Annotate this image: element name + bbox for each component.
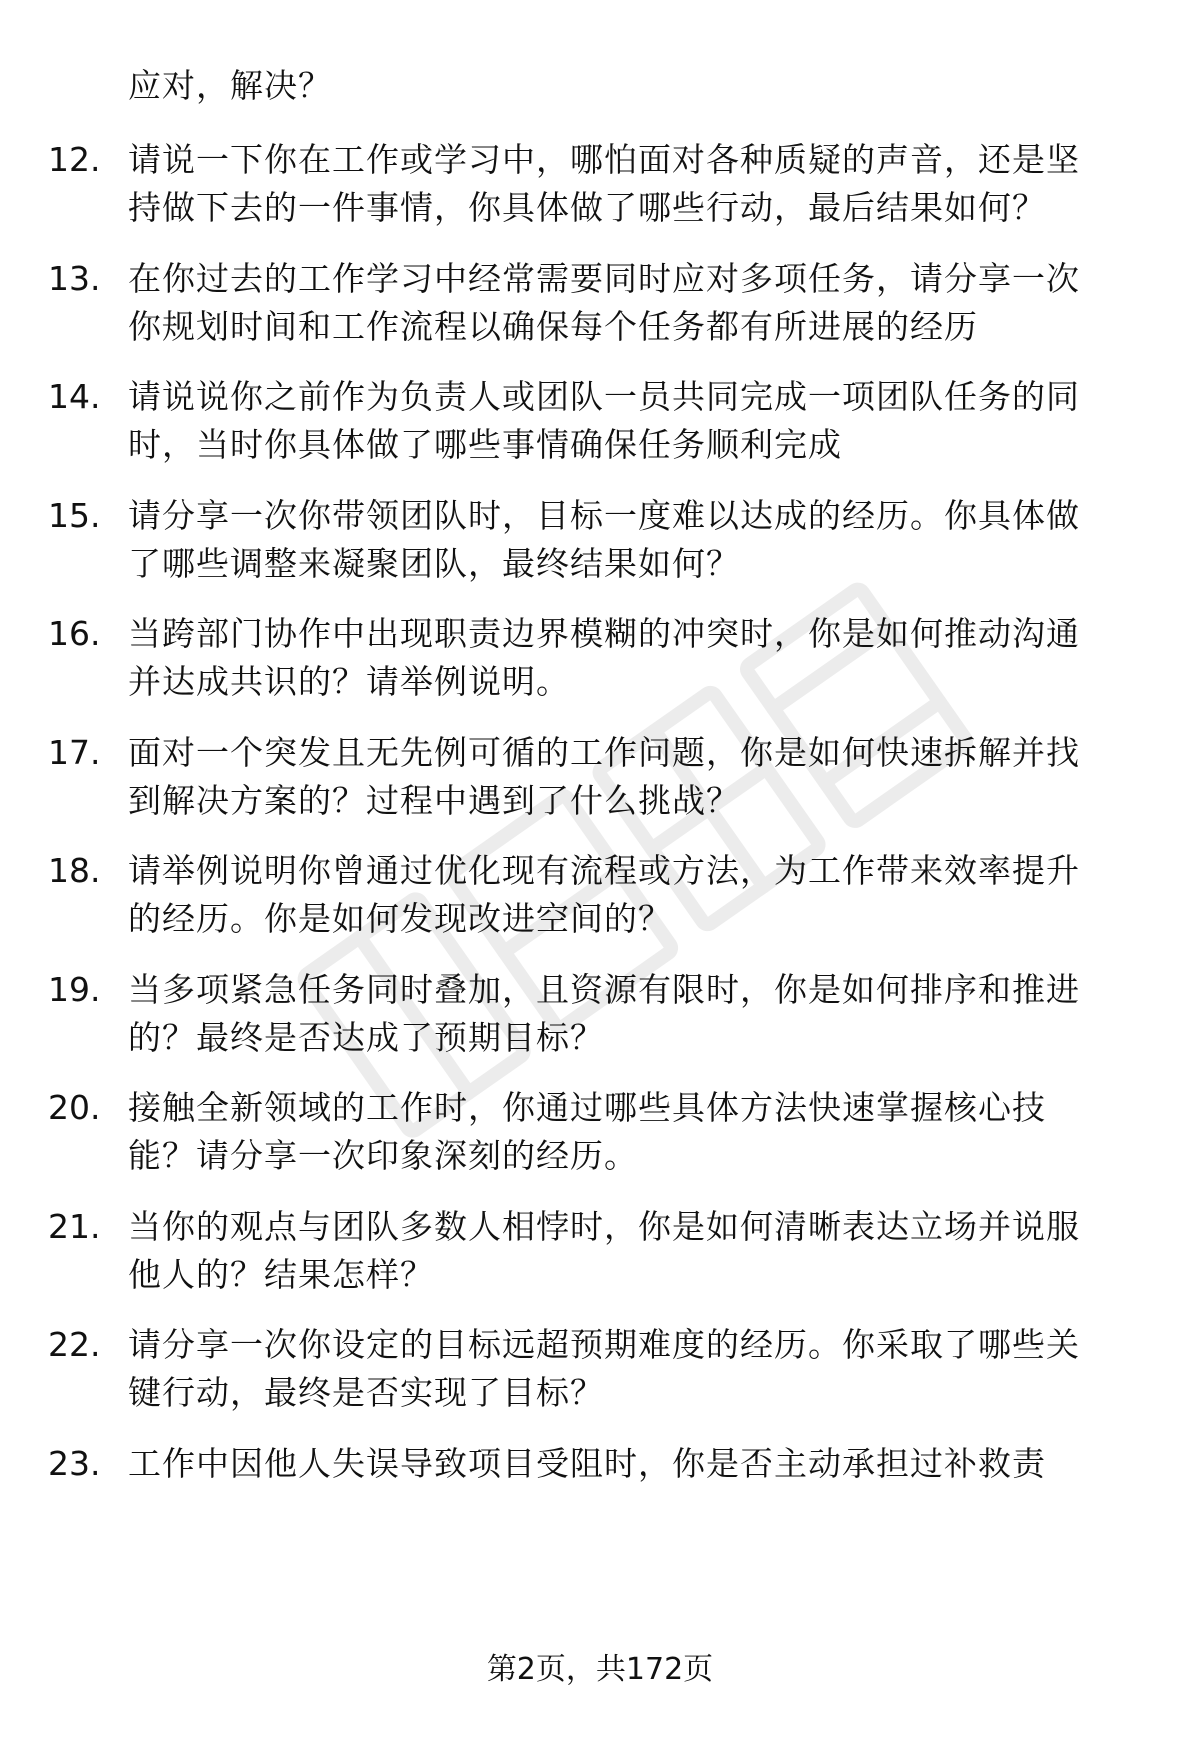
question-text-line: 请举例说明你曾通过优化现有流程或方法，为工作带来效率提升 <box>128 851 1080 890</box>
question-text <box>128 1440 1158 1488</box>
question-text <box>128 610 1158 706</box>
question-number: 23. <box>48 1444 101 1483</box>
question-number: 18. <box>48 851 101 890</box>
question-text-line: 面对一个突发且无先例可循的工作问题，你是如何快速拆解并找 <box>128 733 1080 772</box>
question-text <box>128 729 1158 825</box>
question-number: 13. <box>48 259 101 298</box>
question-text-line: 你规划时间和工作流程以确保每个任务都有所进展的经历 <box>128 307 978 346</box>
question-text-line: 请说一下你在工作或学习中，哪怕面对各种质疑的声音，还是坚 <box>128 140 1080 179</box>
question-number: 14. <box>48 377 101 416</box>
question-number: 17. <box>48 733 101 772</box>
question-number: 22. <box>48 1325 101 1364</box>
question-text <box>128 1321 1158 1417</box>
question-text-line: 请分享一次你带领团队时，目标一度难以达成的经历。你具体做 <box>128 496 1080 535</box>
question-number: 21. <box>48 1207 101 1246</box>
question-text-line: 键行动，最终是否实现了目标？ <box>128 1373 604 1412</box>
question-text-line: 时，当时你具体做了哪些事情确保任务顺利完成 <box>128 425 842 464</box>
question-text-line: 请分享一次你设定的目标远超预期难度的经历。你采取了哪些关 <box>128 1325 1080 1364</box>
question-text <box>128 847 1158 943</box>
question-text-line: 持做下去的一件事情，你具体做了哪些行动，最后结果如何？ <box>128 188 1046 227</box>
question-text-line: 了哪些调整来凝聚团队，最终结果如何？ <box>128 544 740 583</box>
question-number: 15. <box>48 496 101 535</box>
question-text-line: 当你的观点与团队多数人相悖时，你是如何清晰表达立场并说服 <box>128 1207 1080 1246</box>
page-footer: 第2页，共172页 <box>486 1652 714 1687</box>
question-text-line: 请说说你之前作为负责人或团队一员共同完成一项团队任务的同 <box>128 377 1080 416</box>
question-text-line: 工作中因他人失误导致项目受阻时，你是否主动承担过补救责 <box>128 1444 1046 1483</box>
question-text-line: 他人的？结果怎样？ <box>128 1255 434 1294</box>
question-text <box>128 966 1158 1062</box>
question-number: 20. <box>48 1088 101 1127</box>
question-text-line: 当多项紧急任务同时叠加，且资源有限时，你是如何排序和推进 <box>128 970 1080 1009</box>
question-text <box>128 373 1158 469</box>
question-text <box>128 136 1158 232</box>
question-number: 19. <box>48 970 101 1009</box>
question-text-line: 在你过去的工作学习中经常需要同时应对多项任务，请分享一次 <box>128 259 1080 298</box>
question-text-line: 的？最终是否达成了预期目标？ <box>128 1018 604 1057</box>
question-text <box>128 1084 1158 1180</box>
question-text-line: 的经历。你是如何发现改进空间的？ <box>128 899 672 938</box>
question-number: 16. <box>48 614 101 653</box>
question-text-line: 并达成共识的？请举例说明。 <box>128 662 570 701</box>
question-text <box>128 1203 1158 1299</box>
question-text <box>128 255 1158 351</box>
question-text-line: 当跨部门协作中出现职责边界模糊的冲突时，你是如何推动沟通 <box>128 614 1080 653</box>
question-text-line: 到解决方案的？过程中遇到了什么挑战？ <box>128 781 740 820</box>
question-number: 12. <box>48 140 101 179</box>
continuation-line: 应对，解决？ <box>128 66 332 105</box>
question-text-line: 接触全新领域的工作时，你通过哪些具体方法快速掌握核心技 <box>128 1088 1046 1127</box>
question-text <box>128 492 1158 588</box>
question-text-line: 能？请分享一次印象深刻的经历。 <box>128 1136 638 1175</box>
